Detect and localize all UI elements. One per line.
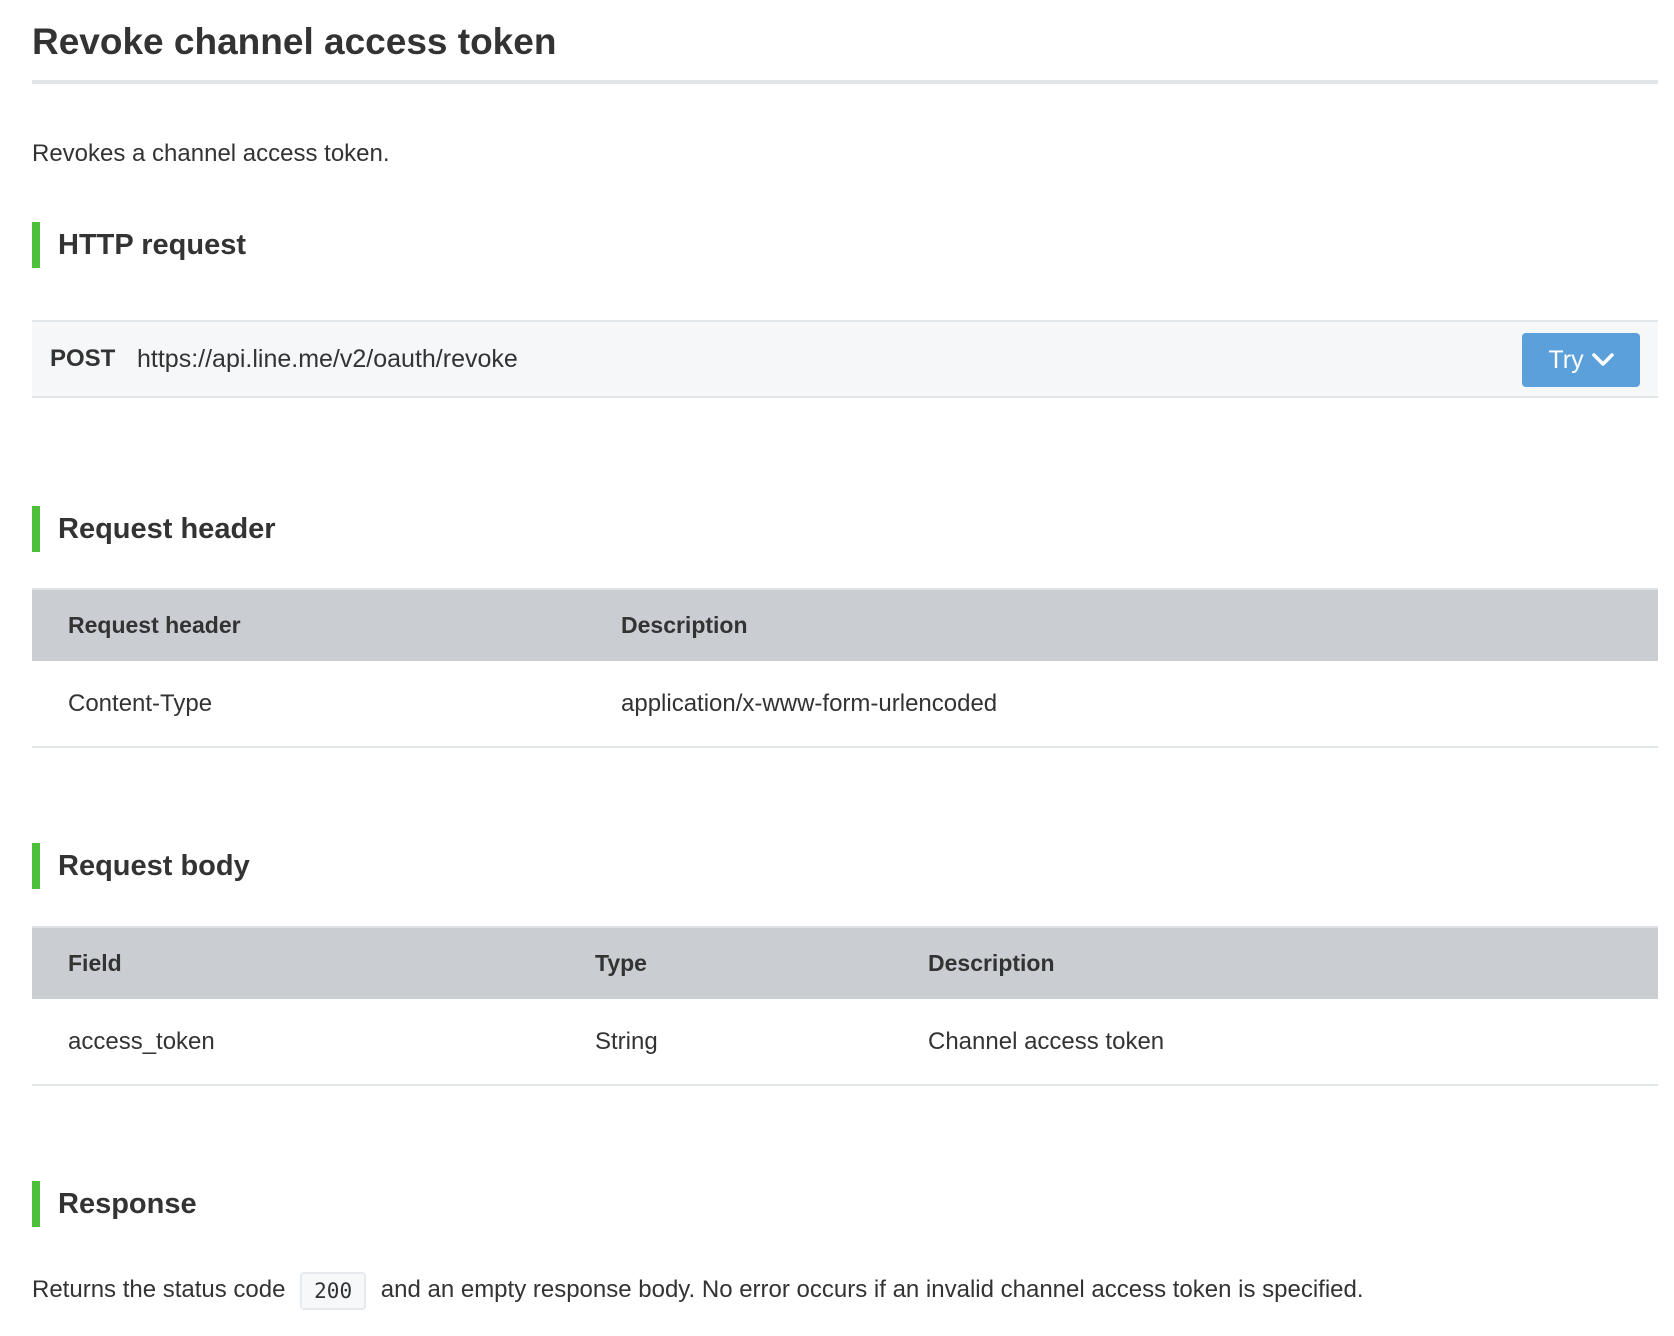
request-header-heading: Request header: [32, 506, 276, 552]
column-header: Field: [68, 950, 122, 976]
endpoint-url: https://api.line.me/v2/oauth/revoke: [137, 345, 518, 373]
intro-text: Revokes a channel access token.: [32, 140, 390, 167]
request-header-table: [32, 588, 1658, 748]
page-title: Revoke channel access token: [32, 0, 1658, 84]
status-code-badge: 200: [300, 1272, 366, 1310]
table-header-row: [32, 589, 1658, 661]
table-header-row: [32, 927, 1658, 999]
response-text-after: and an empty response body. No error occurs if an invalid channel access token is specified.: [380, 1276, 1364, 1303]
field-name-cell: access_token: [68, 1027, 215, 1055]
table-row: [32, 999, 1658, 1085]
chevron-down-icon: [1592, 353, 1614, 367]
http-method: POST: [50, 345, 116, 372]
column-header: Type: [595, 950, 647, 976]
header-name-cell: Content-Type: [68, 689, 213, 717]
main-content: [32, 0, 1658, 1303]
try-button-label: Try: [1548, 345, 1584, 374]
response-description: [32, 1270, 1364, 1310]
endpoint-bar: [32, 320, 1658, 398]
response-heading: Response: [32, 1181, 197, 1227]
request-body-heading: Request body: [32, 843, 250, 889]
try-button[interactable]: [1522, 333, 1640, 387]
column-header: Request header: [68, 612, 241, 638]
header-description-cell: application/x-www-form-urlencoded: [621, 689, 998, 717]
field-type-cell: String: [595, 1027, 658, 1055]
request-body-table: [32, 926, 1658, 1086]
response-text-before: Returns the status code: [32, 1276, 286, 1303]
column-header: Description: [621, 612, 748, 638]
column-header: Description: [928, 950, 1055, 976]
field-description-cell: Channel access token: [928, 1027, 1165, 1055]
http-request-heading: HTTP request: [32, 222, 246, 268]
table-row: [32, 661, 1658, 747]
